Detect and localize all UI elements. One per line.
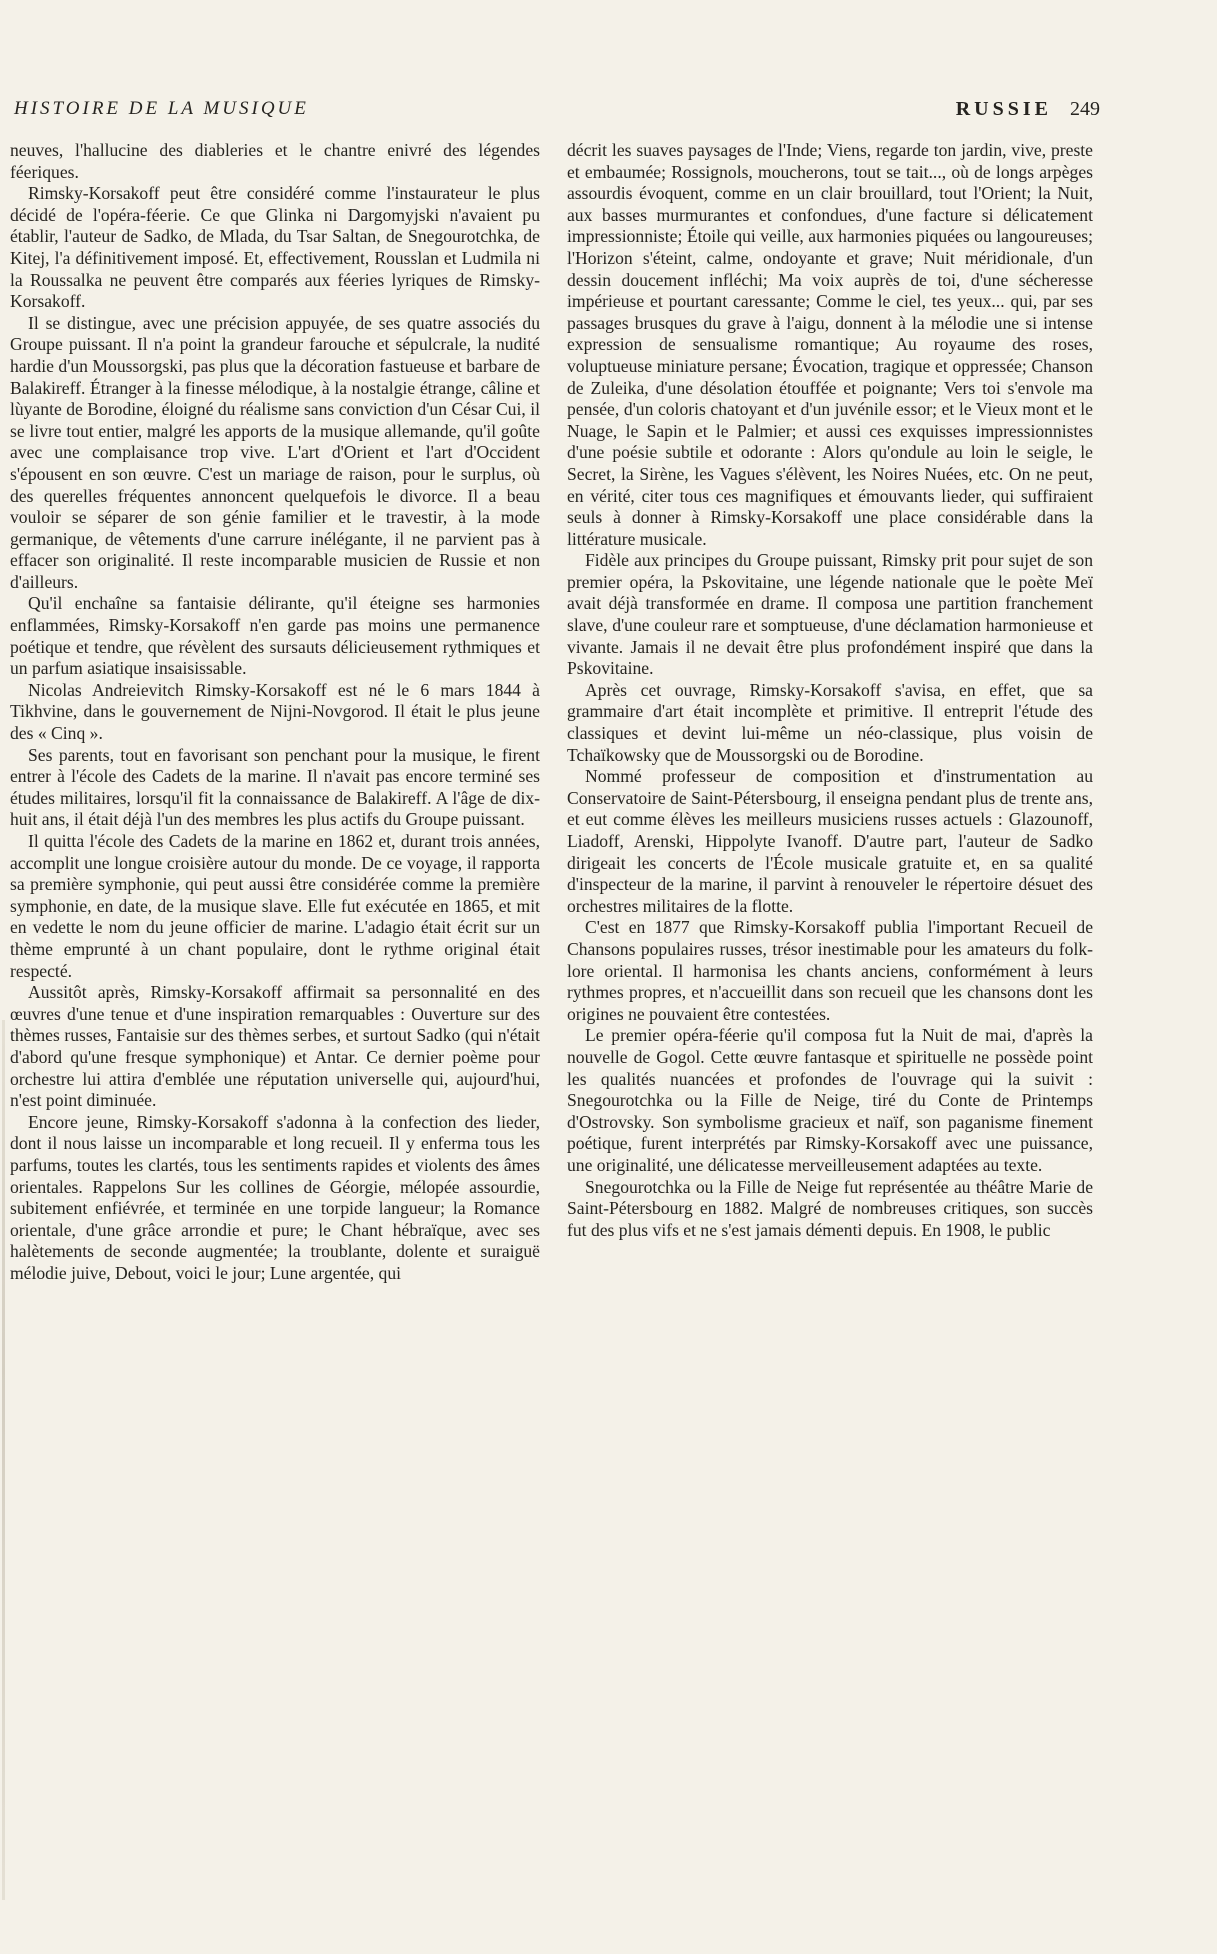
paragraph: Nommé professeur de composition et d'instrumentation au Conservatoire de Saint-Pétersbourg, il enseigna pendant plus de trente ans, et eut comme élèves les meilleurs musiciens russes actuels : Glazounoff, Liadoff, Arenski, Hippolyte Ivanoff. D'autre part, l'auteur de Sadko dirigeait les concerts de l'École musicale gratuite et, en sa qualité d'inspecteur de la marine, il parvint à renouveler le répertoire désuet des orchestres militaires de la flotte.: [567, 766, 1093, 916]
paragraph: Fidèle aux principes du Groupe puissant, Rimsky prit pour sujet de son premier opéra, la Pskovitaine, une légende nationale que le poète Meï avait déjà transformée en drame. Il composa une partition franchement slave, d'une couleur rare et somptueuse, d'une déclamation harmonieuse et vivante. Jamais il ne devait être plus profondément inspiré que dans la Pskovitaine.: [567, 550, 1093, 679]
paragraph: Ses parents, tout en favorisant son penchant pour la musique, le firent entrer à l'école des Cadets de la marine. Il n'avait pas encore terminé ses études militaires, lorsqu'il fit la connaissance de Balakireff. A l'âge de dix-huit ans, il était déjà l'un des membres les plus actifs du Groupe puissant.: [10, 744, 540, 830]
paragraph: Il quitta l'école des Cadets de la marine en 1862 et, durant trois années, accomplit une longue croisière autour du monde. De ce voyage, il rapporta sa première symphonie, qui peut aussi être considérée comme la première symphonie, en date, de la musique slave. Elle fut exécutée en 1865, et mit en vedette le nom du jeune officier de marine. L'adagio était écrit sur un thème emprunté à un chant populaire, dont le rythme original était respecté.: [10, 831, 540, 981]
running-header: [14, 98, 1100, 124]
running-title-right: RUSSIE: [955, 98, 1052, 120]
paragraph: Il se distingue, avec une précision appuyée, de ses quatre associés du Groupe puissant. Il n'a point la grandeur farouche et sépulcrale, la nudité hardie d'un Moussorgski, pas plus que la décoration fastueuse et barbare de Balakireff. Étranger à la finesse mélodique, à la nostalgie étrange, câline et lùyante de Borodine, éloigné du réalisme sans conviction d'un César Cui, il se livre tout entier, malgré les apports de la musique allemande, qu'il goûte avec une complaisance trop vive. L'art d'Orient et l'art d'Occident s'épousent en son œuvre. C'est un mariage de raison, pour le surplus, où des querelles fréquentes annoncent quelquefois le divorce. Il a beau vouloir se séparer de son génie familier et le travestir, à la mode germanique, de vêtements d'une carrure inélégante, il ne parvient pas à effacer son originalité. Il reste incomparable musicien de Russie et non d'ailleurs.: [10, 312, 540, 592]
binding-edge-shadow: [2, 1020, 5, 1900]
paragraph: Qu'il enchaîne sa fantaisie délirante, qu'il éteigne ses harmonies enflammées, Rimsky-Korsakoff n'en garde pas moins une permanence poétique et tendre, que révèlent des sursauts délicieusement rythmiques et un parfum asiatique insaisissable.: [10, 593, 540, 679]
paragraph: Le premier opéra-féerie qu'il composa fut la Nuit de mai, d'après la nouvelle de Gogol. Cette œuvre fantasque et spirituelle ne possède point les qualités nuancées et profondes de l'ouvrage qui la suivit : Snegourotchka ou la Fille de Neige, tiré du Conte de Printemps d'Ostrovsky. Son symbolisme gracieux et naïf, son paganisme finement poétique, furent interprétés par Rimsky-Korsakoff avec une puissance, une originalité, une délicatesse merveilleusement adaptées au texte.: [567, 1025, 1093, 1175]
paragraph: Après cet ouvrage, Rimsky-Korsakoff s'avisa, en effet, que sa grammaire d'art était incomplète et primitive. Il entreprit l'étude des classiques et devint lui-même un néo-classique, plus voisin de Tchaïkowsky que de Moussorgski ou de Borodine.: [567, 679, 1093, 765]
paragraph: Nicolas Andreievitch Rimsky-Korsakoff est né le 6 mars 1844 à Tikhvine, dans le gouvernement de Nijni-Novgorod. Il était le plus jeune des « Cinq ».: [10, 679, 540, 744]
right-column: [567, 140, 1093, 1241]
paragraph: Rimsky-Korsakoff peut être considéré comme l'instaurateur le plus décidé de l'opéra-féerie. Ce que Glinka ni Dargomyjski n'avaient pu établir, l'auteur de Sadko, de Mlada, du Tsar Saltan, de Snegourotchka, de Kitej, l'a définitivement imposé. Et, effectivement, Rousslan et Ludmila ni la Roussalka ne peuvent être comparés aux féeries lyriques de Rimsky-Korsakoff.: [10, 183, 540, 312]
paragraph: Encore jeune, Rimsky-Korsakoff s'adonna à la confection des lieder, dont il nous laisse un incomparable et long recueil. Il y enferma tous les parfums, toutes les clartés, tous les sentiments rapides et violents des âmes orientales. Rappelons Sur les collines de Géorgie, mélopée assourdie, subitement enfiévrée, et terminée en une torpide langueur; la Romance orientale, d'une grâce arrondie et pure; le Chant hébraïque, avec ses halètements de seconde augmentée; la troublante, dolente et suraiguë mélodie juive, Debout, voici le jour; Lune argentée, qui: [10, 1111, 540, 1283]
paragraph: Aussitôt après, Rimsky-Korsakoff affirmait sa personnalité en des œuvres d'une tenue et d'une inspiration remarquables : Ouverture sur des thèmes russes, Fantaisie sur des thèmes serbes, et surtout Sadko (qui n'était d'abord qu'une fresque symphonique) et Antar. Ce dernier poème pour orchestre lui attira d'emblée une réputation universelle qui, aujourd'hui, n'est point diminuée.: [10, 982, 540, 1111]
paragraph: neuves, l'hallucine des diableries et le chantre enivré des légendes féeriques.: [10, 140, 540, 182]
page-number: 249: [1070, 98, 1100, 120]
left-column: [10, 140, 540, 1284]
running-title-left: HISTOIRE DE LA MUSIQUE: [14, 98, 309, 119]
paragraph: Snegourotchka ou la Fille de Neige fut représentée au théâtre Marie de Saint-Pétersbourg en 1882. Malgré de nombreuses critiques, son succès fut des plus vifs et ne s'est jamais démenti depuis. En 1908, le public: [567, 1176, 1093, 1240]
paragraph: décrit les suaves paysages de l'Inde; Viens, regarde ton jardin, vive, preste et embaumée; Rossignols, moucherons, tout se tait..., où de longs arpèges assourdis évoquent, comme en un clair brouillard, tout l'Orient; la Nuit, aux basses murmurantes et confondues, d'une facture si délicatement impressionniste; Étoile qui veille, aux harmonies piquées ou langoureuses; l'Horizon s'éteint, calme, ondoyante et grave; Nuit méridionale, d'un dessin doucement infléchi; Ma voix auprès de toi, d'une sécheresse impérieuse et pourtant caressante; Comme le ciel, tes yeux... qui, par ses passages brusques du grave à l'aigu, donnent à la mélodie une si intense expression de sensualisme romantique; Au royaume des roses, voluptueuse miniature persane; Évocation, tragique et oppressée; Chanson de Zuleika, d'une désolation étouffée et poignante; Vers toi s'envole ma pensée, d'un coloris chatoyant et d'un juvénile essor; et le Vieux mont et le Nuage, le Sapin et le Palmier; et aussi ces exquisses impressionnistes d'une poésie subtile et odorante : Alors qu'ondule au loin le seigle, le Secret, la Sirène, les Vagues s'élèvent, les Noires Nuées, etc. On ne peut, en vérité, citer tous ces magnifiques et émouvants lieder, qui suffiraient seuls à donner à Rimsky-Korsakoff une place considérable dans la littérature musicale.: [567, 140, 1093, 549]
paragraph: C'est en 1877 que Rimsky-Korsakoff publia l'important Recueil de Chansons populaires russes, trésor inestimable pour les amateurs du folk-lore oriental. Il harmonisa les chants anciens, conformément à leurs rythmes propres, et n'accueillit dans son recueil que les chansons dont les origines ne pouvaient être contestées.: [567, 917, 1093, 1024]
